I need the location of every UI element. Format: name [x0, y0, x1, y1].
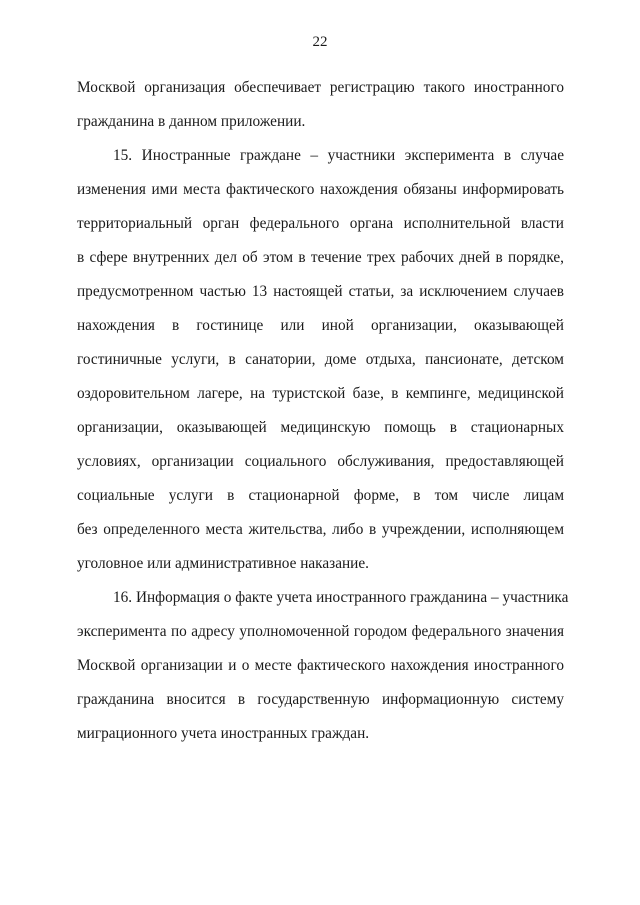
page-number: 22	[312, 34, 328, 50]
paragraph-line: эксперимента по адресу уполномоченной городом федерального значения	[77, 623, 564, 640]
paragraph-line: организации, оказывающей медицинскую помощь в стационарных	[77, 419, 564, 436]
paragraph-line: предусмотренном частью 13 настоящей статьи, за исключением случаев	[77, 283, 564, 300]
paragraph-line: социальные услуги в стационарной форме, в том числе лицам	[77, 487, 564, 504]
paragraph-line: оздоровительном лагере, на туристской базе, в кемпинге, медицинской	[77, 385, 564, 402]
paragraph-line: нахождения в гостинице или иной организации, оказывающей	[77, 317, 564, 334]
paragraph-line: гражданина в данном приложении.	[77, 113, 306, 130]
paragraph-line: условиях, организации социального обслуживания, предоставляющей	[77, 453, 564, 470]
paragraph-15	[77, 139, 564, 581]
paragraph-16	[77, 581, 569, 751]
paragraph-line: изменения ими места фактического нахождения обязаны информировать	[77, 181, 564, 198]
paragraph-line: гражданина вносится в государственную информационную систему	[77, 691, 564, 708]
paragraph-line: миграционного учета иностранных граждан.	[77, 725, 370, 742]
paragraph-line: Москвой организация обеспечивает регистрацию такого иностранного	[77, 79, 564, 96]
paragraph-line: территориальный орган федерального органа исполнительной власти	[77, 215, 564, 232]
paragraph-line: без определенного места жительства, либо в учреждении, исполняющем	[77, 521, 564, 538]
paragraph-line: гостиничные услуги, в санатории, доме отдыха, пансионате, детском	[77, 351, 564, 368]
paragraph-line: в сфере внутренних дел об этом в течение трех рабочих дней в порядке,	[77, 249, 564, 266]
paragraph-line: уголовное или административное наказание.	[77, 555, 369, 572]
paragraph-line: 15. Иностранные граждане – участники эксперимента в случае	[113, 147, 564, 164]
paragraph-line: 16. Информация о факте учета иностранного гражданина – участника	[113, 589, 569, 606]
paragraph-continuation	[77, 71, 564, 139]
paragraph-line: Москвой организации и о месте фактического нахождения иностранного	[77, 657, 564, 674]
